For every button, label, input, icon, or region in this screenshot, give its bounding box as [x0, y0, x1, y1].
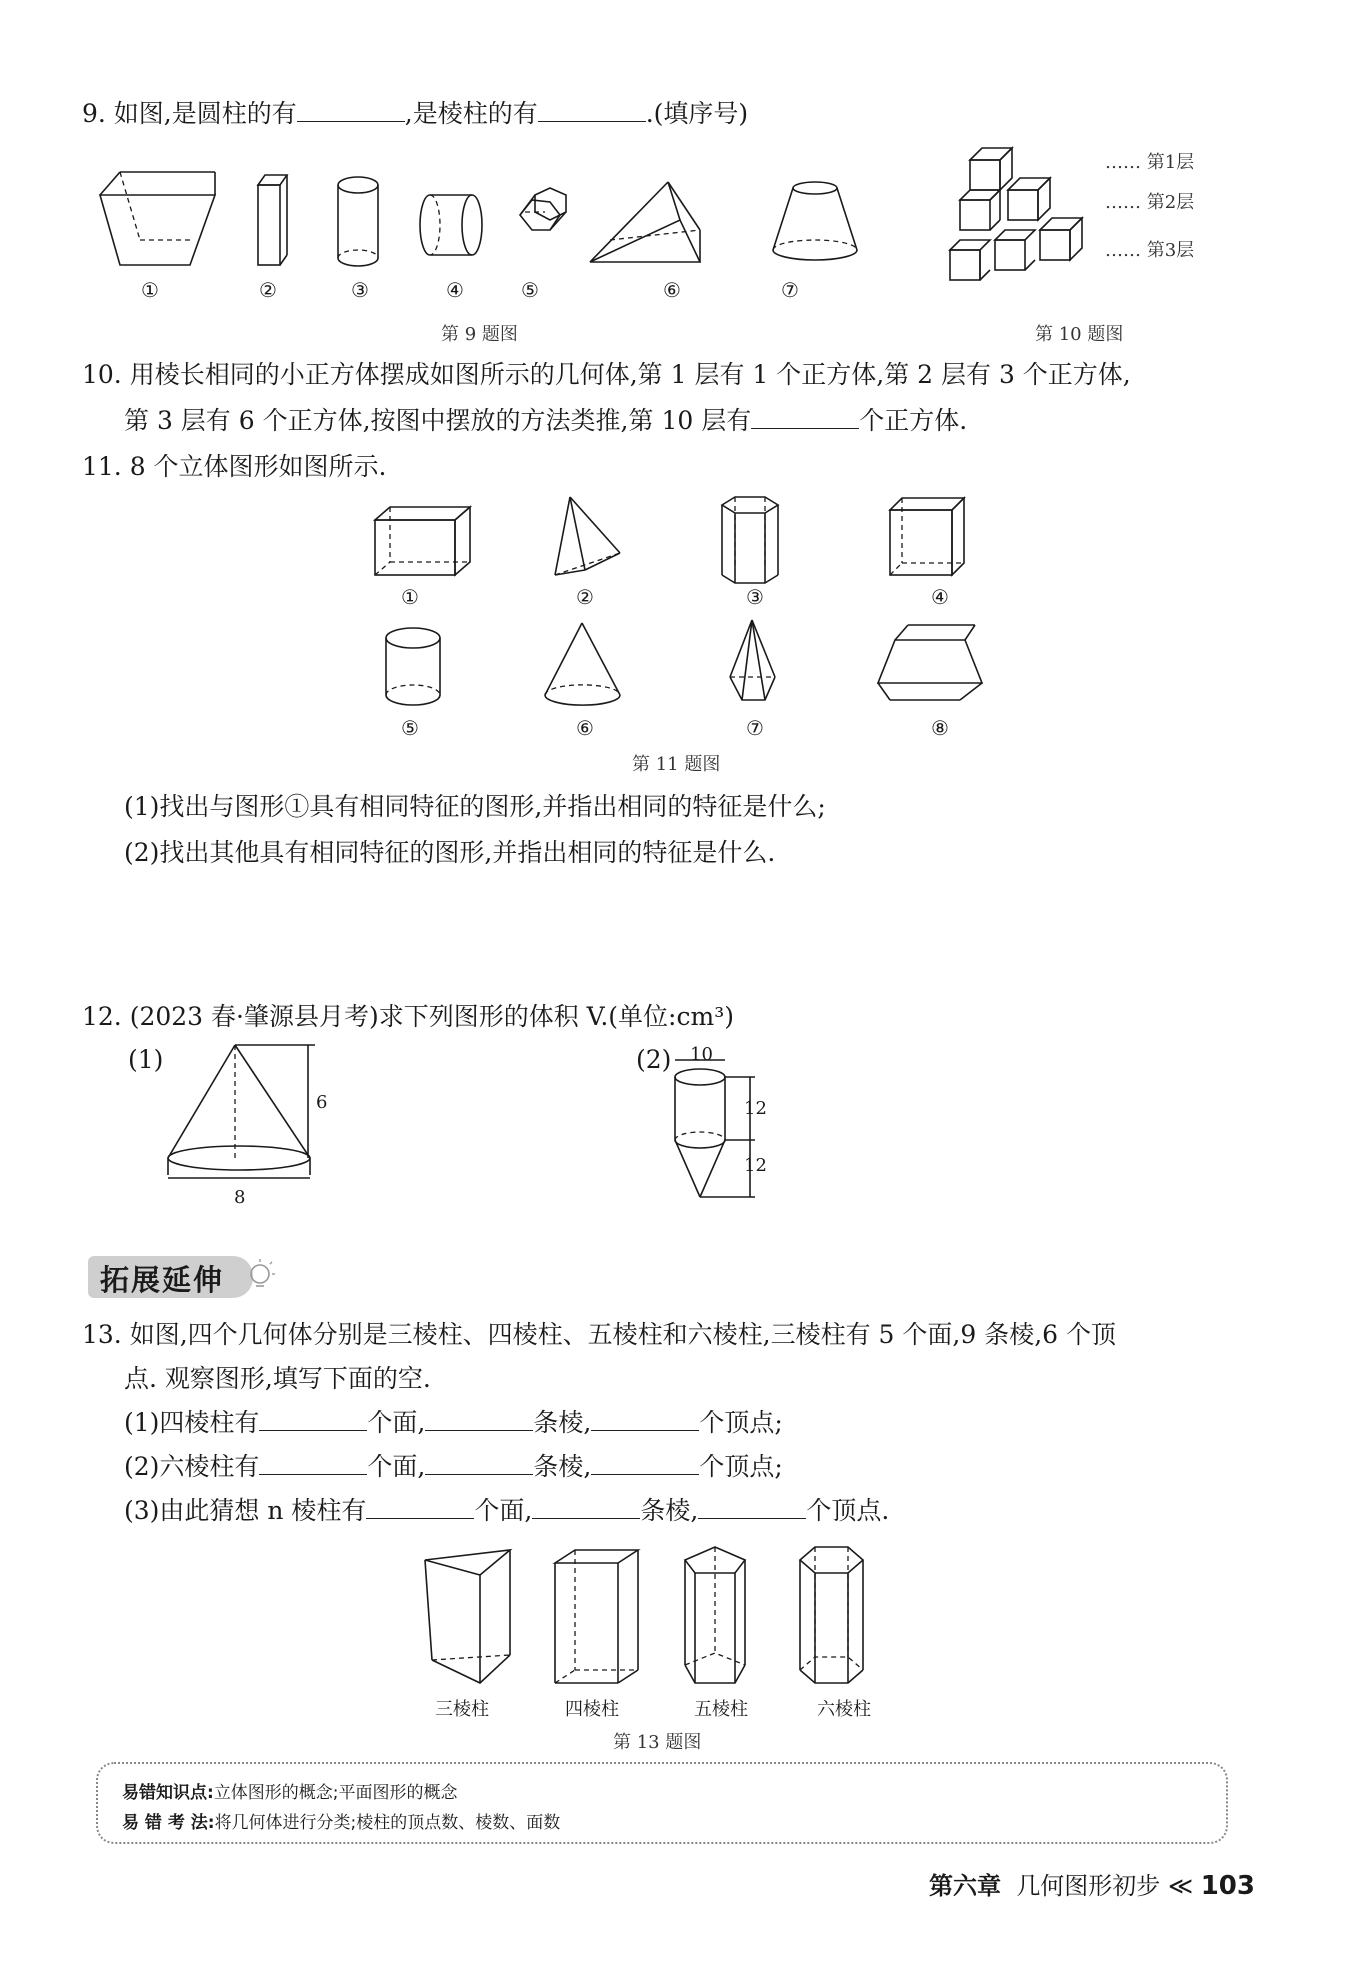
q12-fig2-h1: 12	[744, 1098, 767, 1119]
q12-fig2-label: (2)	[636, 1045, 672, 1074]
q9-blank-prism[interactable]	[538, 97, 646, 122]
q10-line2: 第 3 层有 6 个正方体,按图中摆放的方法类推,第 10 层有 个正方体.	[124, 406, 968, 435]
page-number: 103	[1200, 1871, 1255, 1901]
q12-fig1-label: (1)	[128, 1045, 164, 1074]
q13-label-hex: 六棱柱	[817, 1699, 871, 1720]
q13-p2-edges-blank[interactable]	[425, 1450, 533, 1475]
q11-label-8: ⑧	[931, 716, 949, 740]
q13-p3-faces-blank[interactable]	[366, 1494, 474, 1519]
q10-layer-2: …… 第2层	[1105, 192, 1195, 213]
q11-part1: (1)找出与图形①具有相同特征的图形,并指出相同的特征是什么;	[124, 792, 826, 821]
q9-labels	[130, 278, 830, 306]
page-footer	[929, 1866, 1255, 1901]
q9-label-2: ②	[259, 278, 277, 302]
q9-figure	[90, 170, 890, 280]
q12-fig1-height: 6	[316, 1092, 328, 1113]
shape-5-hex-prism	[520, 188, 566, 230]
q13-hex-prism	[800, 1547, 863, 1683]
q11-label-1: ①	[401, 585, 419, 609]
q10-caption: 第 10 题图	[1035, 324, 1124, 345]
note-knowledge: 易错知识点:立体图形的概念;平面图形的概念	[122, 1783, 458, 1803]
q10-blank[interactable]	[751, 404, 859, 429]
q11-label-2: ②	[576, 585, 594, 609]
q13-p1-faces-blank[interactable]	[259, 1406, 367, 1431]
q9-text: 9. 如图,是圆柱的有 ,是棱柱的有 .(填序号)	[82, 99, 749, 128]
q13-part2: (2)六棱柱有 个面, 条棱, 个顶点;	[124, 1452, 783, 1481]
q13-quad-prism	[555, 1550, 638, 1683]
q12-fig1-base: 8	[234, 1187, 246, 1208]
layer-1-cube	[970, 148, 1012, 190]
q11-labels-row1	[390, 585, 990, 613]
q11-shape-4-cube	[890, 498, 964, 575]
q11-shape-2-pyramid	[555, 497, 620, 575]
q9-label-1: ①	[141, 278, 159, 302]
q12-fig2-h2: 12	[744, 1155, 767, 1176]
q13-label-quad: 四棱柱	[565, 1699, 619, 1720]
lightbulb-icon	[246, 1256, 276, 1296]
q12-fig2-top: 10	[690, 1044, 713, 1065]
q12-title: 12. (2023 春·肇源县月考)求下列图形的体积 V.(单位:cm³)	[82, 1002, 734, 1031]
q13-p1-edges-blank[interactable]	[425, 1406, 533, 1431]
shape-3-cylinder	[338, 177, 378, 266]
footer-arrows-icon: ≪	[1167, 1872, 1194, 1900]
q11-title: 11. 8 个立体图形如图所示.	[82, 452, 387, 481]
q13-figure	[420, 1545, 900, 1695]
shape-2-box	[258, 175, 287, 265]
q13-p2-faces-blank[interactable]	[259, 1450, 367, 1475]
q13-part3: (3)由此猜想 n 棱柱有 个面, 条棱, 个顶点.	[124, 1496, 890, 1525]
q9-label-6: ⑥	[663, 278, 681, 302]
q13-caption: 第 13 题图	[613, 1732, 702, 1753]
q11-shape-5-cylinder	[386, 628, 440, 705]
q9-label-7: ⑦	[781, 278, 799, 302]
shape-7-frustum-cone	[773, 182, 857, 260]
q11-label-3: ③	[746, 585, 764, 609]
q9-label-4: ④	[446, 278, 464, 302]
q10-line1: 10. 用棱长相同的小正方体摆成如图所示的几何体,第 1 层有 1 个正方体,第 2 层有 3 个正方体,	[82, 360, 1131, 389]
q13-line1: 13. 如图,四个几何体分别是三棱柱、四棱柱、五棱柱和六棱柱,三棱柱有 5 个面,9 条棱,6 个顶	[82, 1320, 1116, 1349]
q9-blank-cylinder[interactable]	[297, 97, 405, 122]
shape-4-cylinder	[420, 195, 482, 255]
note-method: 易 错 考 法:将几何体进行分类;棱柱的顶点数、棱数、面数	[122, 1813, 561, 1833]
section-header	[78, 1250, 276, 1304]
q11-part2: (2)找出其他具有相同特征的图形,并指出相同的特征是什么.	[124, 838, 776, 867]
q11-shape-6-cone	[545, 623, 620, 705]
q11-label-7: ⑦	[746, 716, 764, 740]
q13-part1: (1)四棱柱有 个面, 条棱, 个顶点;	[124, 1408, 783, 1437]
q10-layer-1: …… 第1层	[1105, 152, 1195, 173]
q11-caption: 第 11 题图	[632, 754, 721, 775]
shape-6-wedge	[590, 182, 700, 262]
q13-label-tri: 三棱柱	[435, 1699, 489, 1720]
q13-label-penta: 五棱柱	[694, 1699, 748, 1720]
q13-penta-prism	[685, 1547, 745, 1683]
section-title: 拓展延伸	[100, 1263, 225, 1297]
q13-p3-vertices-blank[interactable]	[698, 1494, 806, 1519]
shape-1-frustum	[100, 172, 215, 265]
layer-3-cubes	[950, 218, 1082, 280]
error-notes-box	[96, 1762, 1228, 1844]
q13-p1-vertices-blank[interactable]	[591, 1406, 699, 1431]
q11-shape-1-cuboid	[375, 507, 470, 575]
q13-p3-edges-blank[interactable]	[532, 1494, 640, 1519]
q13-p2-vertices-blank[interactable]	[591, 1450, 699, 1475]
q12-fig1-cone	[160, 1040, 340, 1180]
q11-label-6: ⑥	[576, 716, 594, 740]
q9-label-3: ③	[351, 278, 369, 302]
q12-fig2-cylinder-cone	[670, 1055, 780, 1205]
footer-chapter: 第六章	[929, 1872, 1002, 1900]
q11-labels-row2	[390, 716, 990, 744]
q11-figure	[370, 495, 990, 735]
q11-shape-8-frustum	[878, 625, 982, 700]
q9-caption: 第 9 题图	[441, 324, 518, 345]
q10-layer-3: …… 第3层	[1105, 240, 1195, 261]
footer-title: 几何图形初步	[1016, 1872, 1161, 1900]
q9-label-5: ⑤	[521, 278, 539, 302]
q13-tri-prism	[425, 1550, 510, 1683]
q11-label-4: ④	[931, 585, 949, 609]
q11-shape-7-pyramid	[730, 620, 775, 700]
q11-shape-3-hex-prism	[722, 497, 778, 583]
q13-line2: 点. 观察图形,填写下面的空.	[124, 1364, 431, 1393]
q11-label-5: ⑤	[401, 716, 419, 740]
q13-labels	[430, 1695, 910, 1721]
